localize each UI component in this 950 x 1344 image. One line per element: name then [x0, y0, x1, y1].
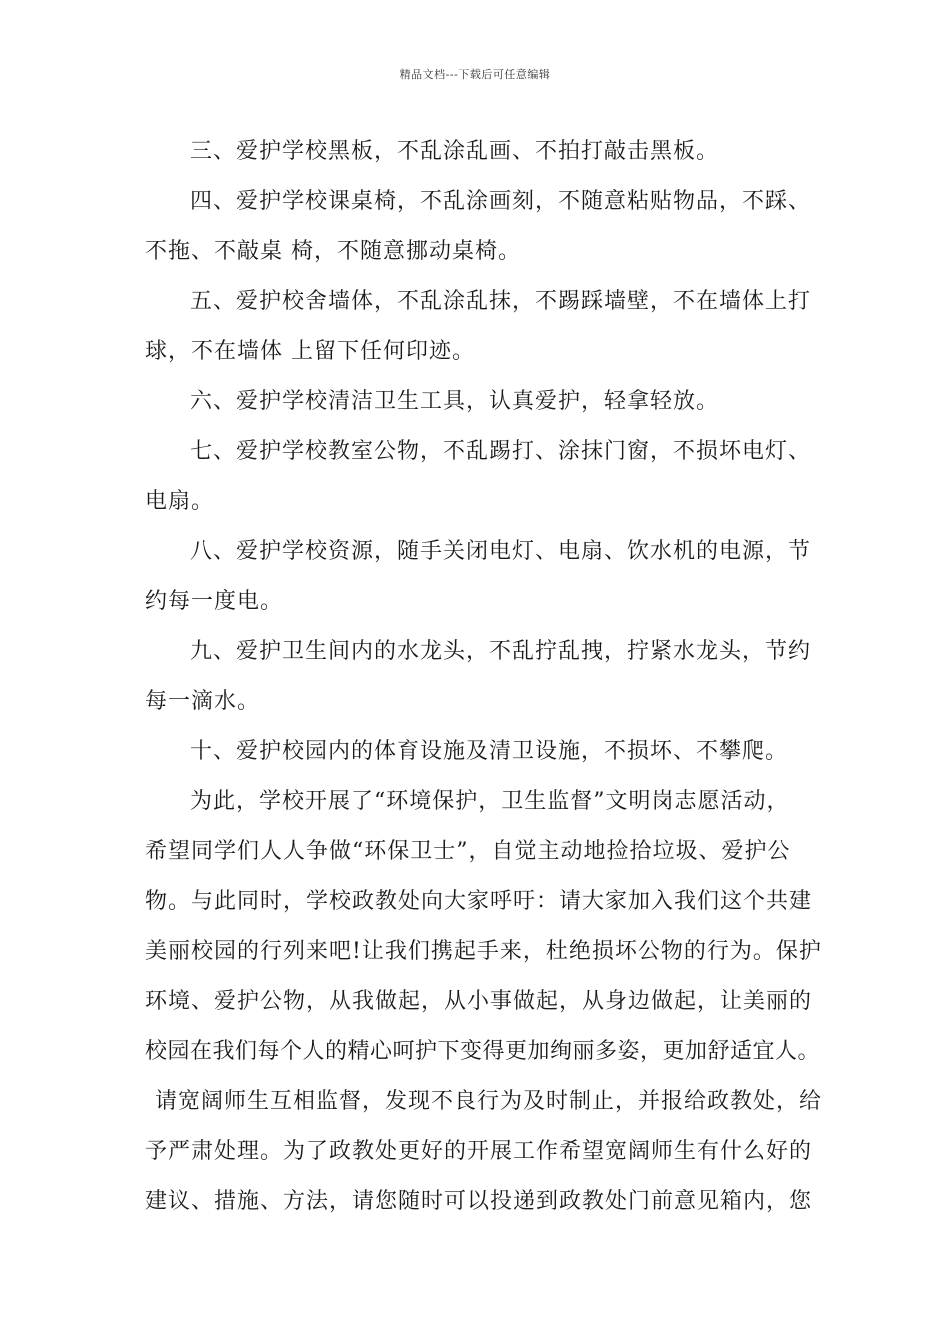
text-line: 建议、措施、方法，请您随时可以投递到政教处门前意见箱内，您: [145, 1189, 813, 1214]
text-line: 球，不在墙体 上留下任何印迹。: [145, 339, 475, 364]
text-line: 电扇。: [145, 489, 215, 514]
page-header: 精品文档---下载后可任意编辑: [399, 68, 551, 81]
text-line: 七、爱护学校教室公物，不乱踢打、涂抹门窗，不损坏电灯、: [190, 439, 812, 464]
text-line: 八、爱护学校资源，随手关闭电灯、电扇、饮水机的电源，节: [190, 539, 812, 564]
text-line: 九、爱护卫生间内的水龙头，不乱拧乱拽，拧紧水龙头，节约: [190, 639, 812, 664]
text-line: 约每一度电。: [145, 589, 284, 614]
text-line: 十、爱护校园内的体育设施及清卫设施，不损坏、不攀爬。: [190, 739, 789, 764]
text-line: 美丽校园的行列来吧!让我们携起手来，杜绝损坏公物的行为。保护: [145, 939, 822, 964]
text-line: 六、爱护学校清洁卫生工具，认真爱护，轻拿轻放。: [190, 389, 720, 414]
text-line: 每一滴水。: [145, 689, 261, 714]
text-line: 予严肃处理。为了政教处更好的开展工作希望宽阔师生有什么好的: [145, 1139, 813, 1164]
text-line: 校园在我们每个人的精心呵护下变得更加绚丽多姿，更加舒适宜人。: [145, 1039, 821, 1064]
text-line: 为此，学校开展了“环境保护，卫生监督”文明岗志愿活动，: [190, 789, 790, 814]
text-line: 环境、爱护公物，从我做起，从小事做起，从身边做起，让美丽的: [145, 989, 813, 1014]
text-line: 三、爱护学校黑板，不乱涂乱画、不拍打敲击黑板。: [190, 139, 720, 164]
text-line: 物。与此同时，学校政教处向大家呼吁：请大家加入我们这个共建: [145, 889, 813, 914]
text-line: 希望同学们人人争做“环保卫士”，自觉主动地捡拾垃圾、爱护公: [145, 839, 791, 864]
text-line: 四、爱护学校课桌椅，不乱涂画刻，不随意粘贴物品，不踩、: [190, 189, 812, 214]
text-line: 五、爱护校舍墙体，不乱涂乱抹，不踢踩墙壁，不在墙体上打: [190, 289, 812, 314]
text-line: 不拖、不敲桌 椅，不随意挪动桌椅。: [145, 239, 521, 264]
text-line: 请宽阔师生互相监督，发现不良行为及时制止，并报给政教处，给: [155, 1089, 823, 1114]
